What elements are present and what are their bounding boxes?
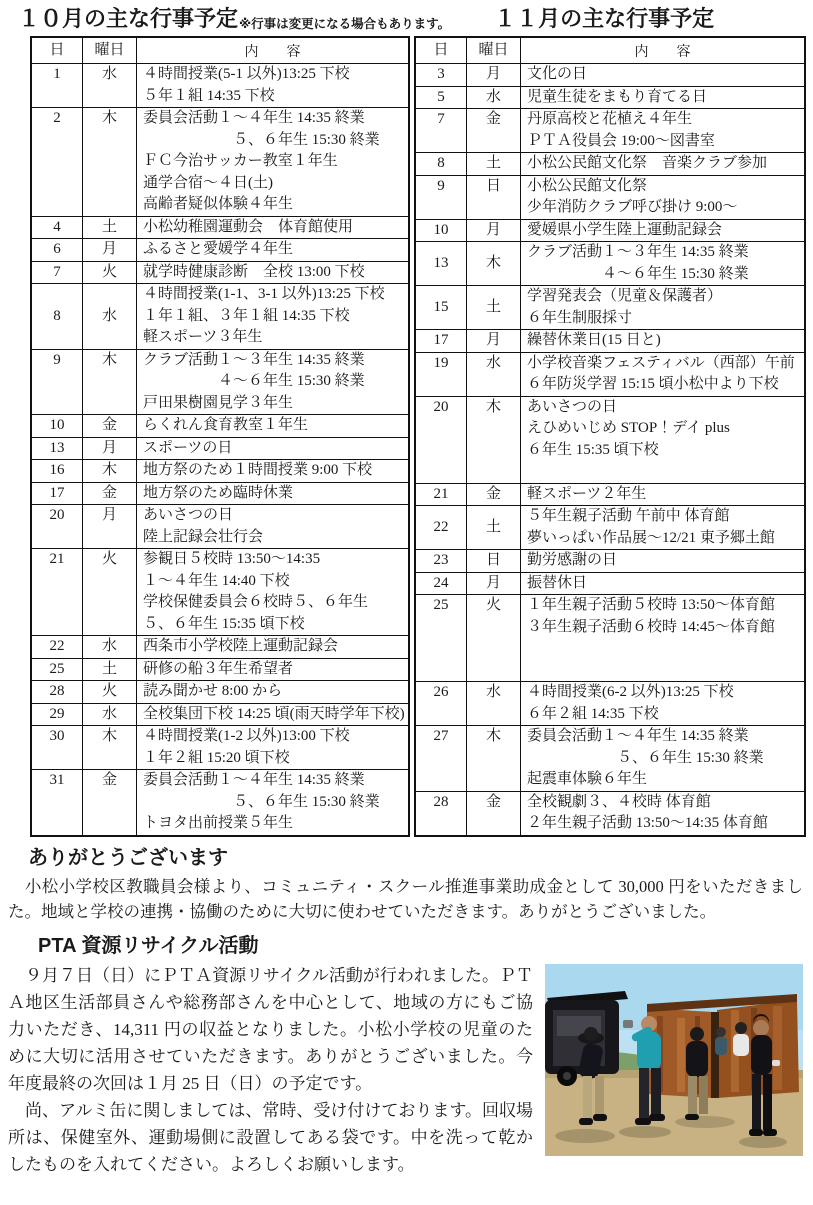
event-line: ６年２組 14:35 下校 <box>527 705 659 722</box>
event-line: ６年生 15:35 頃下校 <box>527 441 659 458</box>
schedule-row <box>32 769 408 835</box>
day-cell: 22 <box>49 638 65 654</box>
content-cell <box>136 217 408 239</box>
content-cell <box>520 397 804 483</box>
schedule-row <box>416 86 804 109</box>
november-title: １１月の主な行事予定 <box>494 6 715 31</box>
day-cell: 31 <box>49 772 65 788</box>
event-line: 愛媛県小学生陸上運動記録会 <box>527 221 723 238</box>
day-cell: 13 <box>49 439 65 456</box>
content-cell <box>136 704 408 726</box>
november-title-box <box>450 6 806 32</box>
content-cell <box>136 438 408 460</box>
schedule-row <box>32 349 408 415</box>
weekday-cell: 木 <box>466 242 520 285</box>
event-line: 地方祭のため１時間授業 9:00 下校 <box>143 462 373 478</box>
day-cell: 13 <box>433 254 449 271</box>
event-line: 軽スポーツ３年生 <box>143 329 263 345</box>
event-line <box>527 461 801 483</box>
schedule-row <box>416 791 804 835</box>
weekday-cell: 月 <box>82 505 136 548</box>
november-table-body <box>416 63 804 835</box>
day-header: 日 <box>49 41 65 58</box>
event-line: 振替休日 <box>527 574 588 591</box>
weekday-cell: 木 <box>82 350 136 415</box>
pta-recycle-section <box>0 934 813 1178</box>
event-line: ＰＴＡ役員会 19:00～図書室 <box>527 132 715 149</box>
content-cell <box>520 220 804 242</box>
content-cell <box>520 64 804 86</box>
pta-body-wrap <box>8 962 803 1178</box>
schedule-row <box>32 658 408 681</box>
pta-heading: PTA 資源リサイクル活動 <box>38 934 259 957</box>
content-cell <box>520 573 804 595</box>
schedule-row <box>416 594 804 681</box>
content-cell <box>520 550 804 572</box>
weekday-cell: 水 <box>82 284 136 349</box>
day-cell: 20 <box>49 507 65 523</box>
weekday-cell: 月 <box>466 330 520 352</box>
event-line: ４時間授業(1-1、3-1 以外)13:25 下校 <box>143 286 385 302</box>
event-line: 参観日５校時 13:50～14:35 <box>143 551 321 567</box>
event-line: 文化の日 <box>527 66 588 82</box>
november-schedule-table <box>414 36 806 837</box>
schedule-row <box>32 459 408 482</box>
day-cell: 6 <box>53 241 61 257</box>
schedule-row <box>32 703 408 726</box>
event-line: ５、６年生 15:30 終業 <box>527 749 764 766</box>
content-cell <box>136 549 408 635</box>
october-title: １０月の主な行事予定 <box>18 6 239 31</box>
event-line: 学校保健委員会６校時５、６年生 <box>143 594 369 610</box>
day-cell: 5 <box>437 88 445 105</box>
weekday-cell: 土 <box>466 506 520 549</box>
content-cell <box>520 484 804 506</box>
event-line: １年１組、３年１組 14:35 下校 <box>143 307 350 324</box>
day-cell: 25 <box>49 660 65 677</box>
pta-paragraph-2: 尚、アルミ缶に関しましては、常時、受け付けております。回収場所は、保健室外、運動場側に設置してある袋です。中を洗って乾かしたものを入れてください。よろしくお願いします。 <box>8 1100 533 1174</box>
event-line: 起震車体験６年生 <box>527 771 648 787</box>
event-line: ４～６年生 15:30 終業 <box>527 265 749 282</box>
day-cell: 16 <box>49 462 65 478</box>
event-line: ５、６年生 15:30 終業 <box>143 131 380 148</box>
october-table-header <box>32 38 408 63</box>
content-cell <box>520 153 804 175</box>
schedule-row <box>416 152 804 175</box>
october-title-box <box>18 6 450 32</box>
weekday-cell: 木 <box>82 726 136 769</box>
schedule-row <box>32 238 408 261</box>
day-cell: 25 <box>433 597 449 613</box>
weekday-cell: 金 <box>466 484 520 506</box>
weekday-cell: 日 <box>466 550 520 572</box>
weekday-cell: 日 <box>466 176 520 219</box>
content-cell <box>136 284 408 349</box>
weekday-cell: 土 <box>82 659 136 681</box>
schedule-row <box>32 414 408 437</box>
day-cell: 15 <box>433 298 449 315</box>
weekday-header: 曜日 <box>82 38 136 63</box>
content-cell <box>520 330 804 352</box>
day-cell: 26 <box>433 684 449 700</box>
content-cell <box>136 64 408 107</box>
day-header: 日 <box>433 41 449 58</box>
schedule-row <box>416 63 804 86</box>
day-cell: 1 <box>53 66 61 82</box>
event-line: 軽スポーツ２年生 <box>527 485 647 502</box>
day-cell: 2 <box>53 110 61 126</box>
schedule-change-note: ※行事は変更になる場合もあります。 <box>239 17 451 31</box>
weekday-cell: 月 <box>82 239 136 261</box>
thanks-body: 小松小学校区教職員会様より、コミュニティ・スクール推進事業助成金として 30,000 円をいただきました。地域と学校の連携・協働のために大切に使わせていただきます。ありがとうございました。 <box>8 876 803 921</box>
schedule-row <box>416 505 804 549</box>
event-line: ２年生親子活動 13:50～14:35 体育館 <box>527 815 768 831</box>
event-line: 全校集団下校 14:25 頃(雨天時学年下校) <box>143 705 405 722</box>
event-line: ６年防災学習 15:15 頃小松中より下校 <box>527 376 779 392</box>
event-line: 小松幼稚園運動会 体育館使用 <box>143 218 354 235</box>
event-line: ５、６年生 15:30 終業 <box>143 793 380 810</box>
content-cell <box>136 239 408 261</box>
thanks-heading: ありがとうございます <box>28 846 228 869</box>
content-cell <box>520 792 804 835</box>
october-schedule-table <box>30 36 410 837</box>
event-line: ４時間授業(5-1 以外)13:25 下校 <box>143 66 350 82</box>
content-cell <box>136 505 408 548</box>
schedule-row <box>416 572 804 595</box>
content-cell <box>520 87 804 109</box>
event-line: えひめいじめ STOP！デイ plus <box>527 420 730 436</box>
schedule-row <box>32 504 408 548</box>
event-line: ４時間授業(6-2 以外)13:25 下校 <box>527 684 734 700</box>
event-line: ふるさと愛媛学４年生 <box>143 241 294 257</box>
day-cell: 30 <box>49 728 65 744</box>
content-cell <box>136 681 408 703</box>
event-line: １～４年生 14:40 下校 <box>143 572 290 589</box>
event-line: 西条市小学校陸上運動記録会 <box>143 638 339 654</box>
content-cell <box>520 595 804 681</box>
schedule-row <box>416 681 804 725</box>
day-cell: 24 <box>433 574 449 591</box>
event-line: ５年生親子活動 午前中 体育館 <box>527 508 730 524</box>
weekday-cell: 木 <box>82 108 136 216</box>
schedule-row <box>416 483 804 506</box>
event-line: 小松公民館文化祭 <box>527 177 648 194</box>
day-cell: 28 <box>49 683 65 699</box>
weekday-cell: 水 <box>466 353 520 396</box>
schedule-row <box>32 216 408 239</box>
schedule-row <box>32 482 408 505</box>
event-line: 児童生徒をまもり育てる日 <box>527 88 708 105</box>
schedule-row <box>416 285 804 329</box>
weekday-cell: 月 <box>466 64 520 86</box>
schedule-row <box>416 219 804 242</box>
schedule-row <box>32 283 408 349</box>
event-line: 夢いっぱい作品展～12/21 東予郷土館 <box>527 529 775 546</box>
weekday-header: 曜日 <box>466 38 520 63</box>
schedule-row <box>32 635 408 658</box>
october-table-body <box>32 63 408 835</box>
day-cell: 22 <box>433 518 449 535</box>
schedule-row <box>416 241 804 285</box>
weekday-cell: 土 <box>466 286 520 329</box>
day-cell: 4 <box>53 218 61 235</box>
content-cell <box>520 353 804 396</box>
schedule-row <box>32 63 408 107</box>
event-line: 陸上記録会壮行会 <box>143 528 264 545</box>
weekday-cell: 金 <box>82 483 136 505</box>
day-cell: 17 <box>49 484 65 501</box>
schedule-row <box>416 725 804 791</box>
content-cell <box>136 460 408 482</box>
content-header: 内 容 <box>520 38 804 63</box>
event-line: あいさつの日 <box>527 398 618 415</box>
event-line: 少年消防クラブ呼び掛け 9:00～ <box>527 199 738 215</box>
event-line: 繰替休業日(15 日と) <box>527 332 661 348</box>
day-cell: 8 <box>53 307 61 324</box>
day-cell: 21 <box>433 485 449 502</box>
event-line: 全校観劇３、４校時 体育館 <box>527 793 711 810</box>
weekday-cell: 火 <box>82 549 136 635</box>
weekday-cell: 金 <box>466 792 520 835</box>
event-line: あいさつの日 <box>143 507 234 523</box>
event-line: 戸田果樹園見学３年生 <box>143 394 294 411</box>
schedule-row <box>32 261 408 284</box>
event-line: 委員会活動１～４年生 14:35 終業 <box>143 772 365 788</box>
event-line: 学習発表会（児童＆保護者） <box>527 288 723 304</box>
event-line: 小学校音楽フェスティバル（西部）午前 <box>527 354 795 371</box>
content-cell <box>136 350 408 415</box>
day-cell: 10 <box>433 221 449 238</box>
event-line: 読み聞かせ 8:00 から <box>143 683 283 699</box>
schedule-row <box>416 352 804 396</box>
content-cell <box>520 286 804 329</box>
event-line: スポーツの日 <box>143 439 233 456</box>
event-line <box>527 660 801 682</box>
event-line: クラブ活動１～３年生 14:35 終業 <box>143 351 365 368</box>
day-cell: 20 <box>433 398 449 415</box>
weekday-cell: 水 <box>82 636 136 658</box>
event-line: 委員会活動１～４年生 14:35 終業 <box>527 728 749 744</box>
november-table-header <box>416 38 804 63</box>
schedule-row <box>416 108 804 152</box>
event-line: ５年１組 14:35 下校 <box>143 87 275 104</box>
day-cell: 3 <box>437 66 445 82</box>
weekday-cell: 金 <box>82 770 136 835</box>
schedule-row <box>416 396 804 483</box>
content-cell <box>520 506 804 549</box>
schedule-tables <box>0 34 813 837</box>
content-cell <box>136 770 408 835</box>
day-cell: 17 <box>433 332 449 348</box>
weekday-cell: 水 <box>82 64 136 107</box>
content-cell <box>520 176 804 219</box>
weekday-cell: 水 <box>466 682 520 725</box>
weekday-cell: 火 <box>82 262 136 284</box>
event-line: ３年生親子活動６校時 14:45～体育館 <box>527 618 775 635</box>
event-line: １年２組 15:20 頃下校 <box>143 749 290 766</box>
event-line: トヨタ出前授業５年生 <box>143 815 294 831</box>
content-cell <box>136 483 408 505</box>
day-cell: 21 <box>49 551 65 567</box>
event-line: ４～６年生 15:30 終業 <box>143 373 365 389</box>
content-cell <box>136 108 408 216</box>
event-line: 就学時健康診断 全校 13:00 下校 <box>143 263 365 280</box>
day-cell: 28 <box>433 793 449 810</box>
event-line: 勤労感謝の日 <box>527 552 618 568</box>
event-line: 丹原高校と花植え４年生 <box>527 111 693 127</box>
weekday-cell: 月 <box>466 220 520 242</box>
event-line: ＦＣ今治サッカー教室１年生 <box>143 153 338 169</box>
day-cell: 10 <box>49 417 65 433</box>
content-cell <box>520 726 804 791</box>
weekday-cell: 水 <box>466 87 520 109</box>
content-cell <box>520 109 804 152</box>
content-cell <box>520 242 804 285</box>
event-line: 小松公民館文化祭 音楽クラブ参加 <box>527 155 768 171</box>
weekday-cell: 土 <box>466 153 520 175</box>
content-cell <box>520 682 804 725</box>
day-cell: 29 <box>49 705 65 722</box>
weekday-cell: 木 <box>82 460 136 482</box>
content-cell <box>136 415 408 437</box>
schedule-row <box>32 725 408 769</box>
schedule-row <box>32 680 408 703</box>
titles-row <box>0 0 813 34</box>
event-line: クラブ活動１～３年生 14:35 終業 <box>527 244 749 260</box>
weekday-cell: 月 <box>466 573 520 595</box>
day-cell: 27 <box>433 728 449 744</box>
schedule-row <box>32 107 408 216</box>
day-cell: 19 <box>433 354 449 371</box>
schedule-row <box>416 329 804 352</box>
content-cell <box>136 262 408 284</box>
weekday-cell: 火 <box>82 681 136 703</box>
schedule-row <box>32 548 408 635</box>
event-line <box>527 638 801 660</box>
weekday-cell: 水 <box>82 704 136 726</box>
day-cell: 7 <box>437 111 445 127</box>
day-cell: 23 <box>433 552 449 568</box>
schedule-row <box>416 549 804 572</box>
event-line: 地方祭のため臨時休業 <box>143 484 294 501</box>
content-cell <box>136 636 408 658</box>
event-line: 委員会活動１～４年生 14:35 終業 <box>143 110 365 126</box>
event-line: ４時間授業(1-2 以外)13:00 下校 <box>143 728 350 744</box>
weekday-cell: 火 <box>466 595 520 681</box>
thanks-section <box>0 846 813 924</box>
content-cell <box>136 659 408 681</box>
day-cell: 8 <box>437 155 445 171</box>
event-line: ５、６年生 15:35 頃下校 <box>143 615 305 632</box>
content-cell <box>136 726 408 769</box>
weekday-cell: 木 <box>466 726 520 791</box>
event-line: 研修の船３年生希望者 <box>143 660 294 677</box>
weekday-cell: 月 <box>82 438 136 460</box>
event-line: らくれん食育教室１年生 <box>143 417 309 433</box>
weekday-cell: 金 <box>82 415 136 437</box>
weekday-cell: 木 <box>466 397 520 483</box>
weekday-cell: 金 <box>466 109 520 152</box>
schedule-row <box>32 437 408 460</box>
event-line: 通学合宿～４日(土) <box>143 174 273 191</box>
event-line: 高齢者疑似体験４年生 <box>143 196 294 212</box>
pta-paragraph-1: ９月７日（日）にＰＴＡ資源リサイクル活動が行われました。ＰＴＡ地区生活部員さんや総務部さんを中心として、地域の方にもご協力いただき、14,311 円の収益となりました。小松小学校の児童のために大切に活用させていただきます。ありがとうございました。今年度最終の次回は１月 25 日（日）の予定です。 <box>8 965 533 1093</box>
schedule-row <box>416 175 804 219</box>
weekday-cell: 土 <box>82 217 136 239</box>
day-cell: 9 <box>437 177 445 194</box>
day-cell: 7 <box>53 263 61 280</box>
day-cell: 9 <box>53 351 61 368</box>
event-line: １年生親子活動５校時 13:50～体育館 <box>527 597 775 613</box>
event-line: ６年生制服採寸 <box>527 309 633 326</box>
pta-activity-photo <box>545 964 803 1156</box>
content-header: 内 容 <box>136 38 408 63</box>
